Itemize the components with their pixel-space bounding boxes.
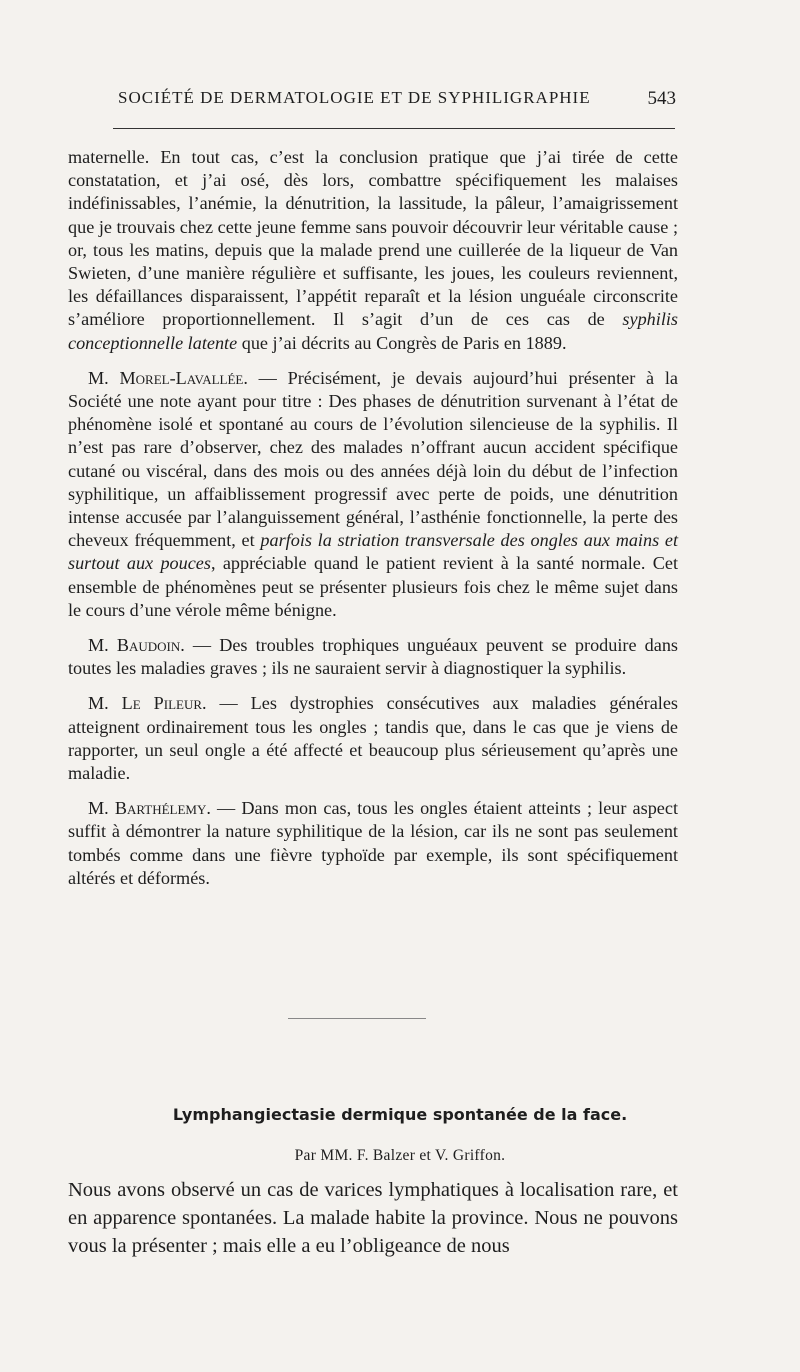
intro-paragraph: Nous avons observé un cas de varices lymphatiques à localisation rare, et en apparence spontanées. La malade habite la province. Nous ne pouvons vous la présenter ; mais elle a eu l’obligeance de nous — [68, 1179, 678, 1257]
p1-italic: syphilis conceptionnelle latente — [68, 309, 678, 353]
discussion-text — [68, 146, 678, 890]
page-number: 543 — [647, 88, 676, 109]
p2-italic: parfois la striation transversale des ongles aux mains et surtout aux pouces — [68, 530, 679, 574]
article-intro — [68, 1176, 678, 1260]
paragraph-baudoin — [68, 634, 678, 680]
speaker-name: M. Le Pileur. — [88, 693, 207, 714]
p2-text: — Précisément, je devais aujourd’hui présenter à la Société une note ayant pour titre : Des phases de dénutrition survenant à l’état de phénomène isolé et spontané au cours de l’évolution silencieuse de la syphilis. Il n’est pas rare d’observer, chez des malades n’offrant aucun accident spécifique cutané ou viscéral, dans des mois ou des années déjà loin du début de l’infection syphilitique, un affaiblissement progressif avec perte de poids, une dénutrition intense accusée par l’alanguissement général, l’asthénie fonctionnelle, la perte des cheveux fréquemment, et — [68, 367, 678, 551]
paragraph-continuation — [68, 146, 678, 355]
speaker-name: M. Morel-Lavallée. — [88, 367, 248, 388]
paragraph-morel-lavallee — [68, 367, 678, 622]
p3-text: — Des troubles trophiques unguéaux peuvent se produire dans toutes les maladies graves ; ils ne sauraient servir à diagnostiquer la syphilis. — [68, 635, 678, 679]
p1-text-end: que j’ai décrits au Congrès de Paris en 1889. — [241, 332, 567, 353]
article-byline: Par MM. F. Balzer et V. Griffon. — [294, 1147, 506, 1164]
speaker-name: M. Baudoin. — [88, 635, 185, 656]
paragraph-le-pileur — [68, 692, 678, 785]
p2-text-end: , appréciable quand le patient revient à la santé normale. Cet ensemble de phénomènes peut se présenter plusieurs fois chez le même sujet dans le cours d’une vérole même bénigne. — [68, 553, 679, 620]
paragraph-barthelemy — [68, 797, 678, 890]
p5-text: — Dans mon cas, tous les ongles étaient atteints ; leur aspect suffit à démontrer la nature syphilitique de la lésion, car ils ne sont pas seulement tombés comme dans une fièvre typhoïde par exemple, ils sont spécifiquement altérés et déformés. — [68, 798, 678, 888]
running-title: SOCIÉTÉ DE DERMATOLOGIE ET DE SYPHILIGRAPHIE — [118, 88, 591, 107]
section-separator — [288, 1018, 426, 1019]
article-title: Lymphangiectasie dermique spontanée de la face. — [172, 1105, 628, 1124]
p4-text: — Les dystrophies consécutives aux maladies générales atteignent ordinairement tous les ongles ; tandis que, dans le cas que je viens de rapporter, un seul ongle a été affecté et beaucoup plus sérieusement qu’après une maladie. — [68, 693, 678, 784]
speaker-name: M. Barthélemy. — [88, 798, 211, 819]
header-rule — [113, 128, 675, 129]
p1-text: maternelle. En tout cas, c’est la conclusion pratique que j’ai tirée de cette constatation, et j’ai osé, dès lors, combattre spécifiquement les malaises indéfinissables, l’anémie, la dénutrition, la lassitude, la pâleur, l’amaigrissement que je trouvais chez cette jeune femme sans pouvoir découvrir leur véritable cause ; or, tous les matins, depuis que la malade prend une cuillerée de la liqueur de Van Swieten, d’une manière régulière et suffisante, les joues, les couleurs reviennent, les défaillances disparaissent, l’appétit reparaît et la lésion unguéale circonscrite s’améliore proportionnellement. Il s’agit d’un de ces cas de — [68, 147, 678, 330]
